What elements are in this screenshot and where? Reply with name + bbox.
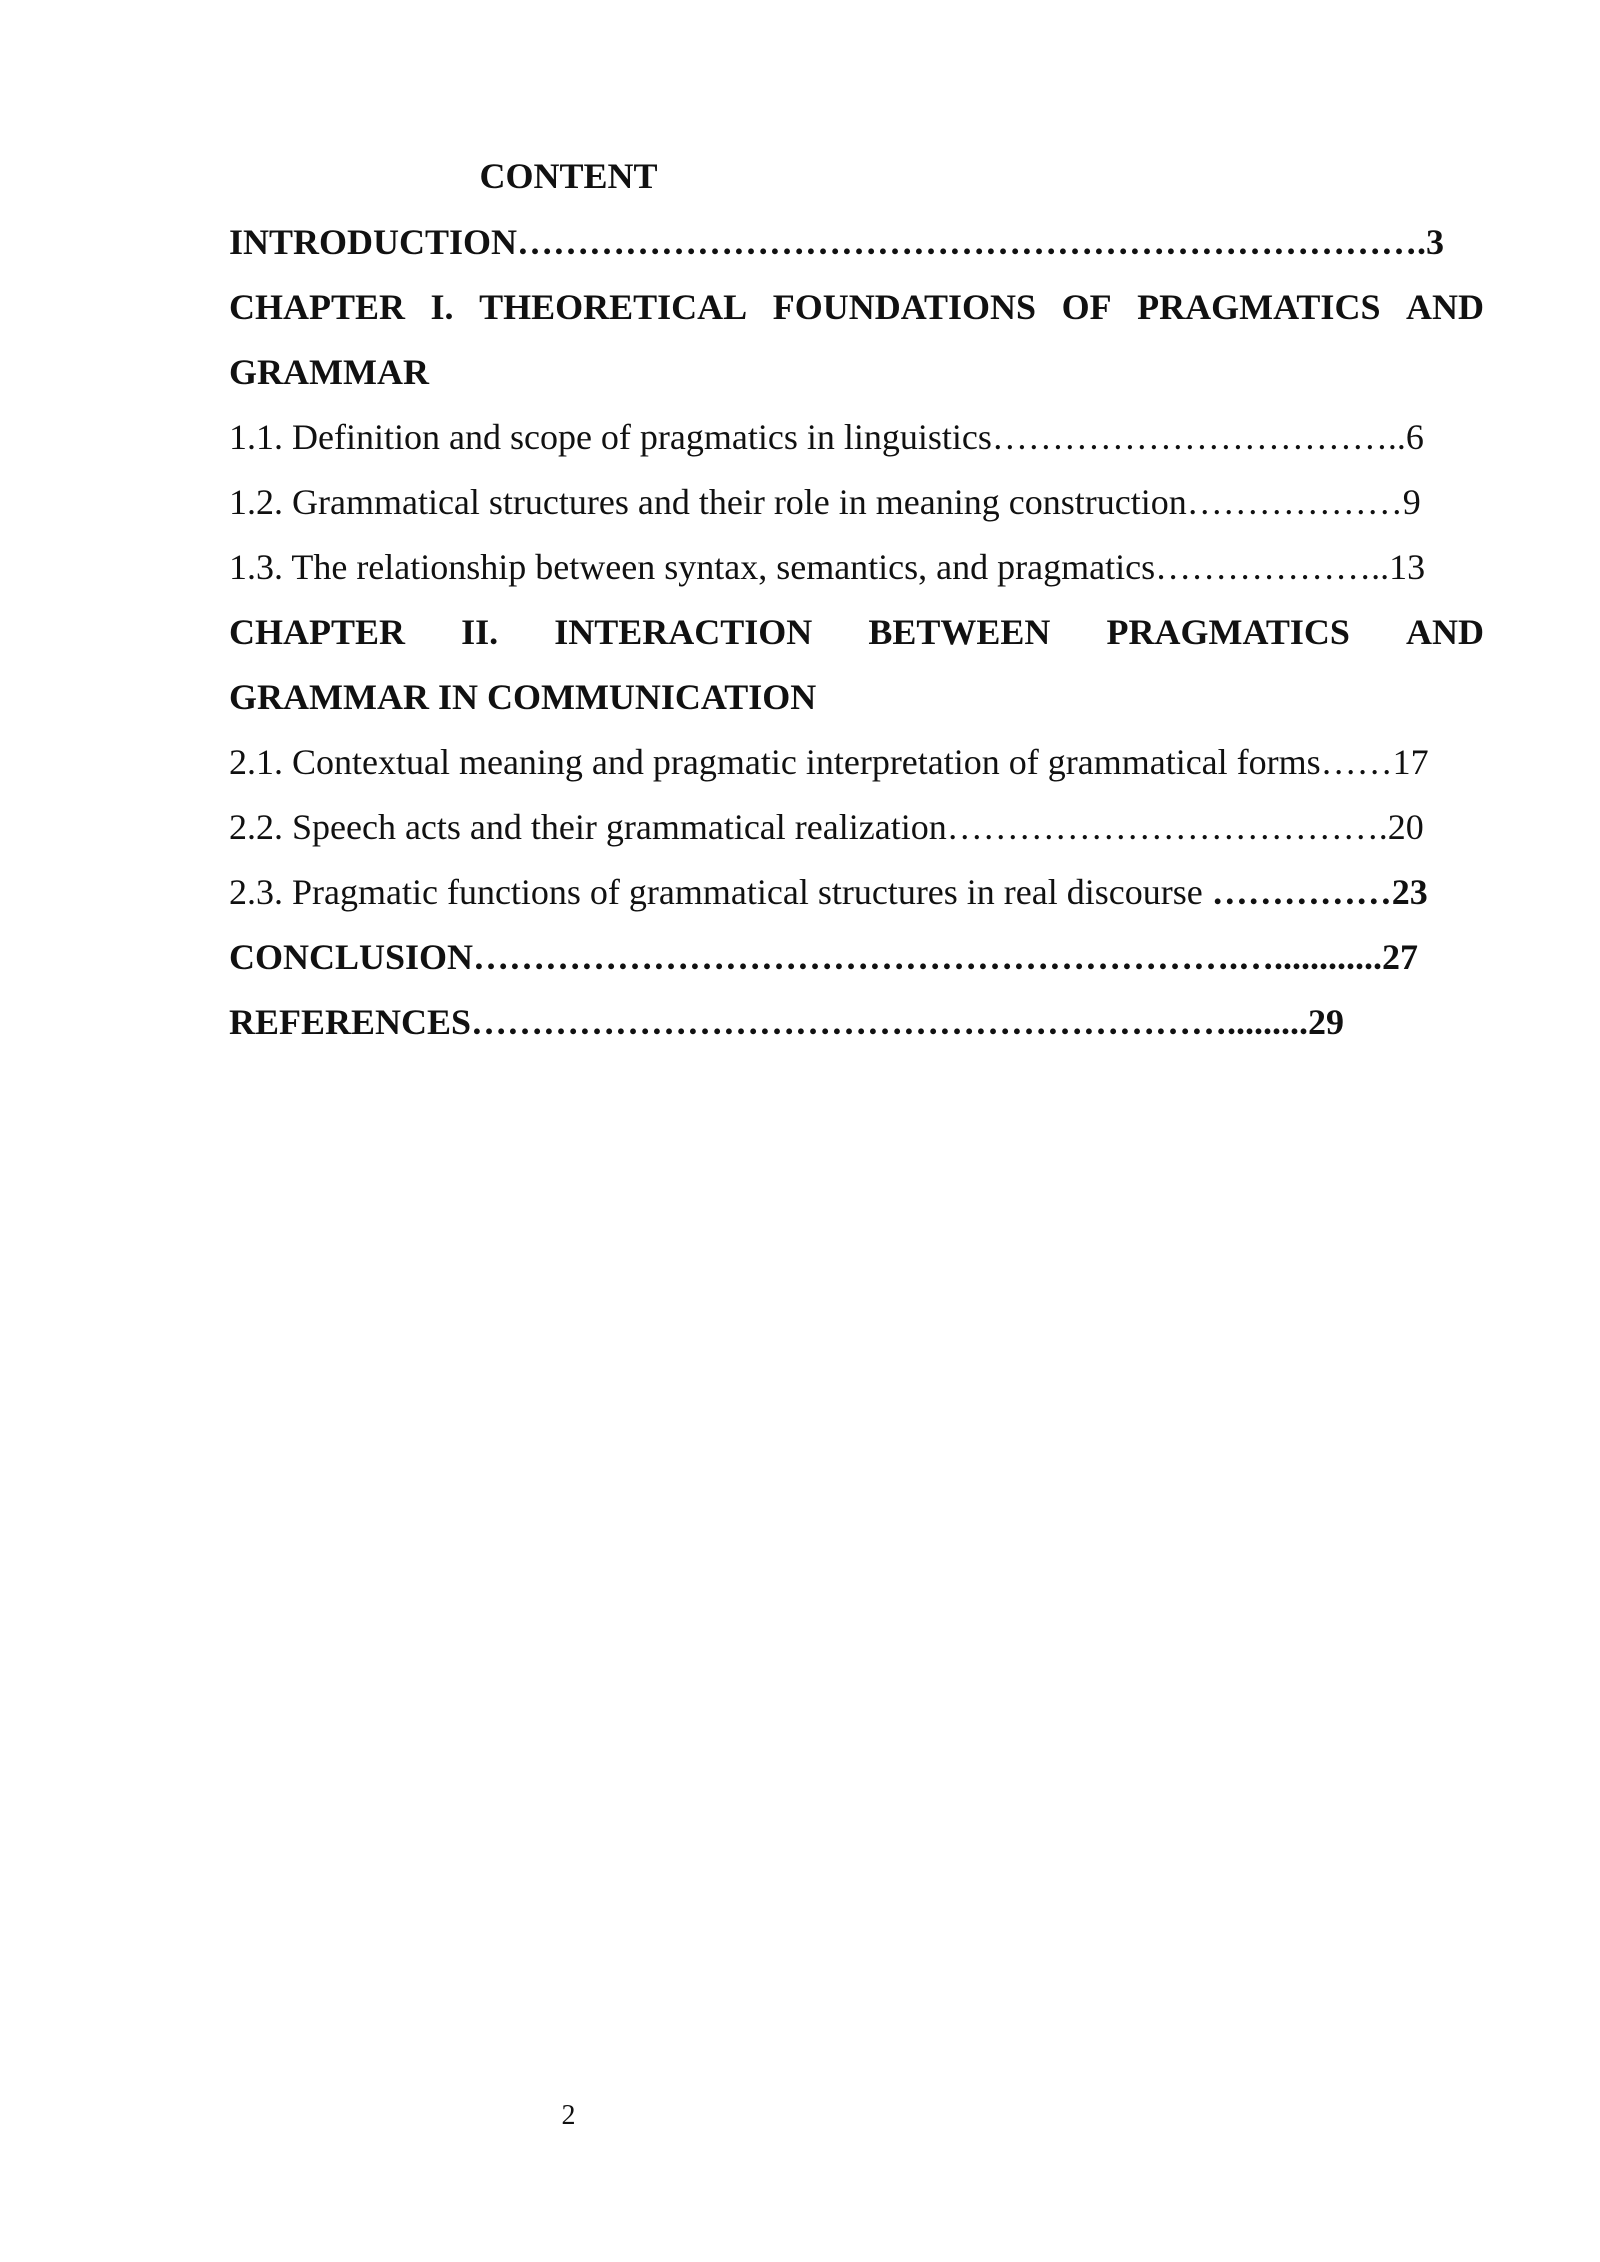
toc-chapter1-word: PRAGMATICS [1137, 287, 1381, 327]
table-of-contents [229, 210, 1484, 1055]
toc-chapter1-word: THEORETICAL [479, 287, 748, 327]
toc-chapter2-word: PRAGMATICS [1106, 612, 1350, 652]
toc-chapter1-word: OF [1061, 287, 1112, 327]
toc-item-1-2: 1.2. Grammatical structures and their role in meaning construction………………9 [229, 482, 1421, 522]
toc-chapter1-heading-cont: GRAMMAR [229, 352, 429, 392]
toc-chapter1-word: FOUNDATIONS [772, 287, 1037, 327]
toc-chapter2-word: AND [1405, 612, 1484, 652]
toc-chapter2-word: CHAPTER [229, 612, 406, 652]
toc-introduction: INTRODUCTION………………………………………………………………….3 [229, 222, 1445, 262]
toc-chapter1-heading [229, 275, 1484, 340]
toc-chapter2-heading [229, 600, 1484, 665]
toc-references: REFERENCES……………………………………………………….........29 [229, 1002, 1345, 1042]
toc-item-1-3: 1.3. The relationship between syntax, semantics, and pragmatics………………..13 [229, 547, 1426, 587]
toc-chapter1-word: AND [1406, 287, 1484, 327]
toc-conclusion: CONCLUSION……………………………………………………….…............27 [229, 937, 1419, 977]
toc-chapter2-heading-cont: GRAMMAR IN COMMUNICATION [229, 677, 817, 717]
toc-item-2-1: 2.1. Contextual meaning and pragmatic interpretation of grammatical forms……17 [229, 742, 1429, 782]
toc-item-2-3-text: 2.3. Pragmatic functions of grammatical structures in real discourse [229, 872, 1212, 912]
toc-item-2-2: 2.2. Speech acts and their grammatical realization……………………………….20 [229, 807, 1424, 847]
toc-chapter2-word: II. [461, 612, 499, 652]
toc-chapter2-word: BETWEEN [868, 612, 1051, 652]
toc-chapter2-word: INTERACTION [554, 612, 813, 652]
toc-item-2-3 [229, 860, 1484, 925]
page-title: CONTENT [479, 156, 658, 196]
toc-item-1-1: 1.1. Definition and scope of pragmatics in linguistics……………………………..6 [229, 417, 1424, 457]
toc-chapter1-word: CHAPTER [229, 287, 406, 327]
toc-chapter1-word: I. [430, 287, 454, 327]
page-number: 2 [561, 2100, 576, 2131]
toc-item-2-3-leader: ……………23 [1211, 872, 1428, 912]
